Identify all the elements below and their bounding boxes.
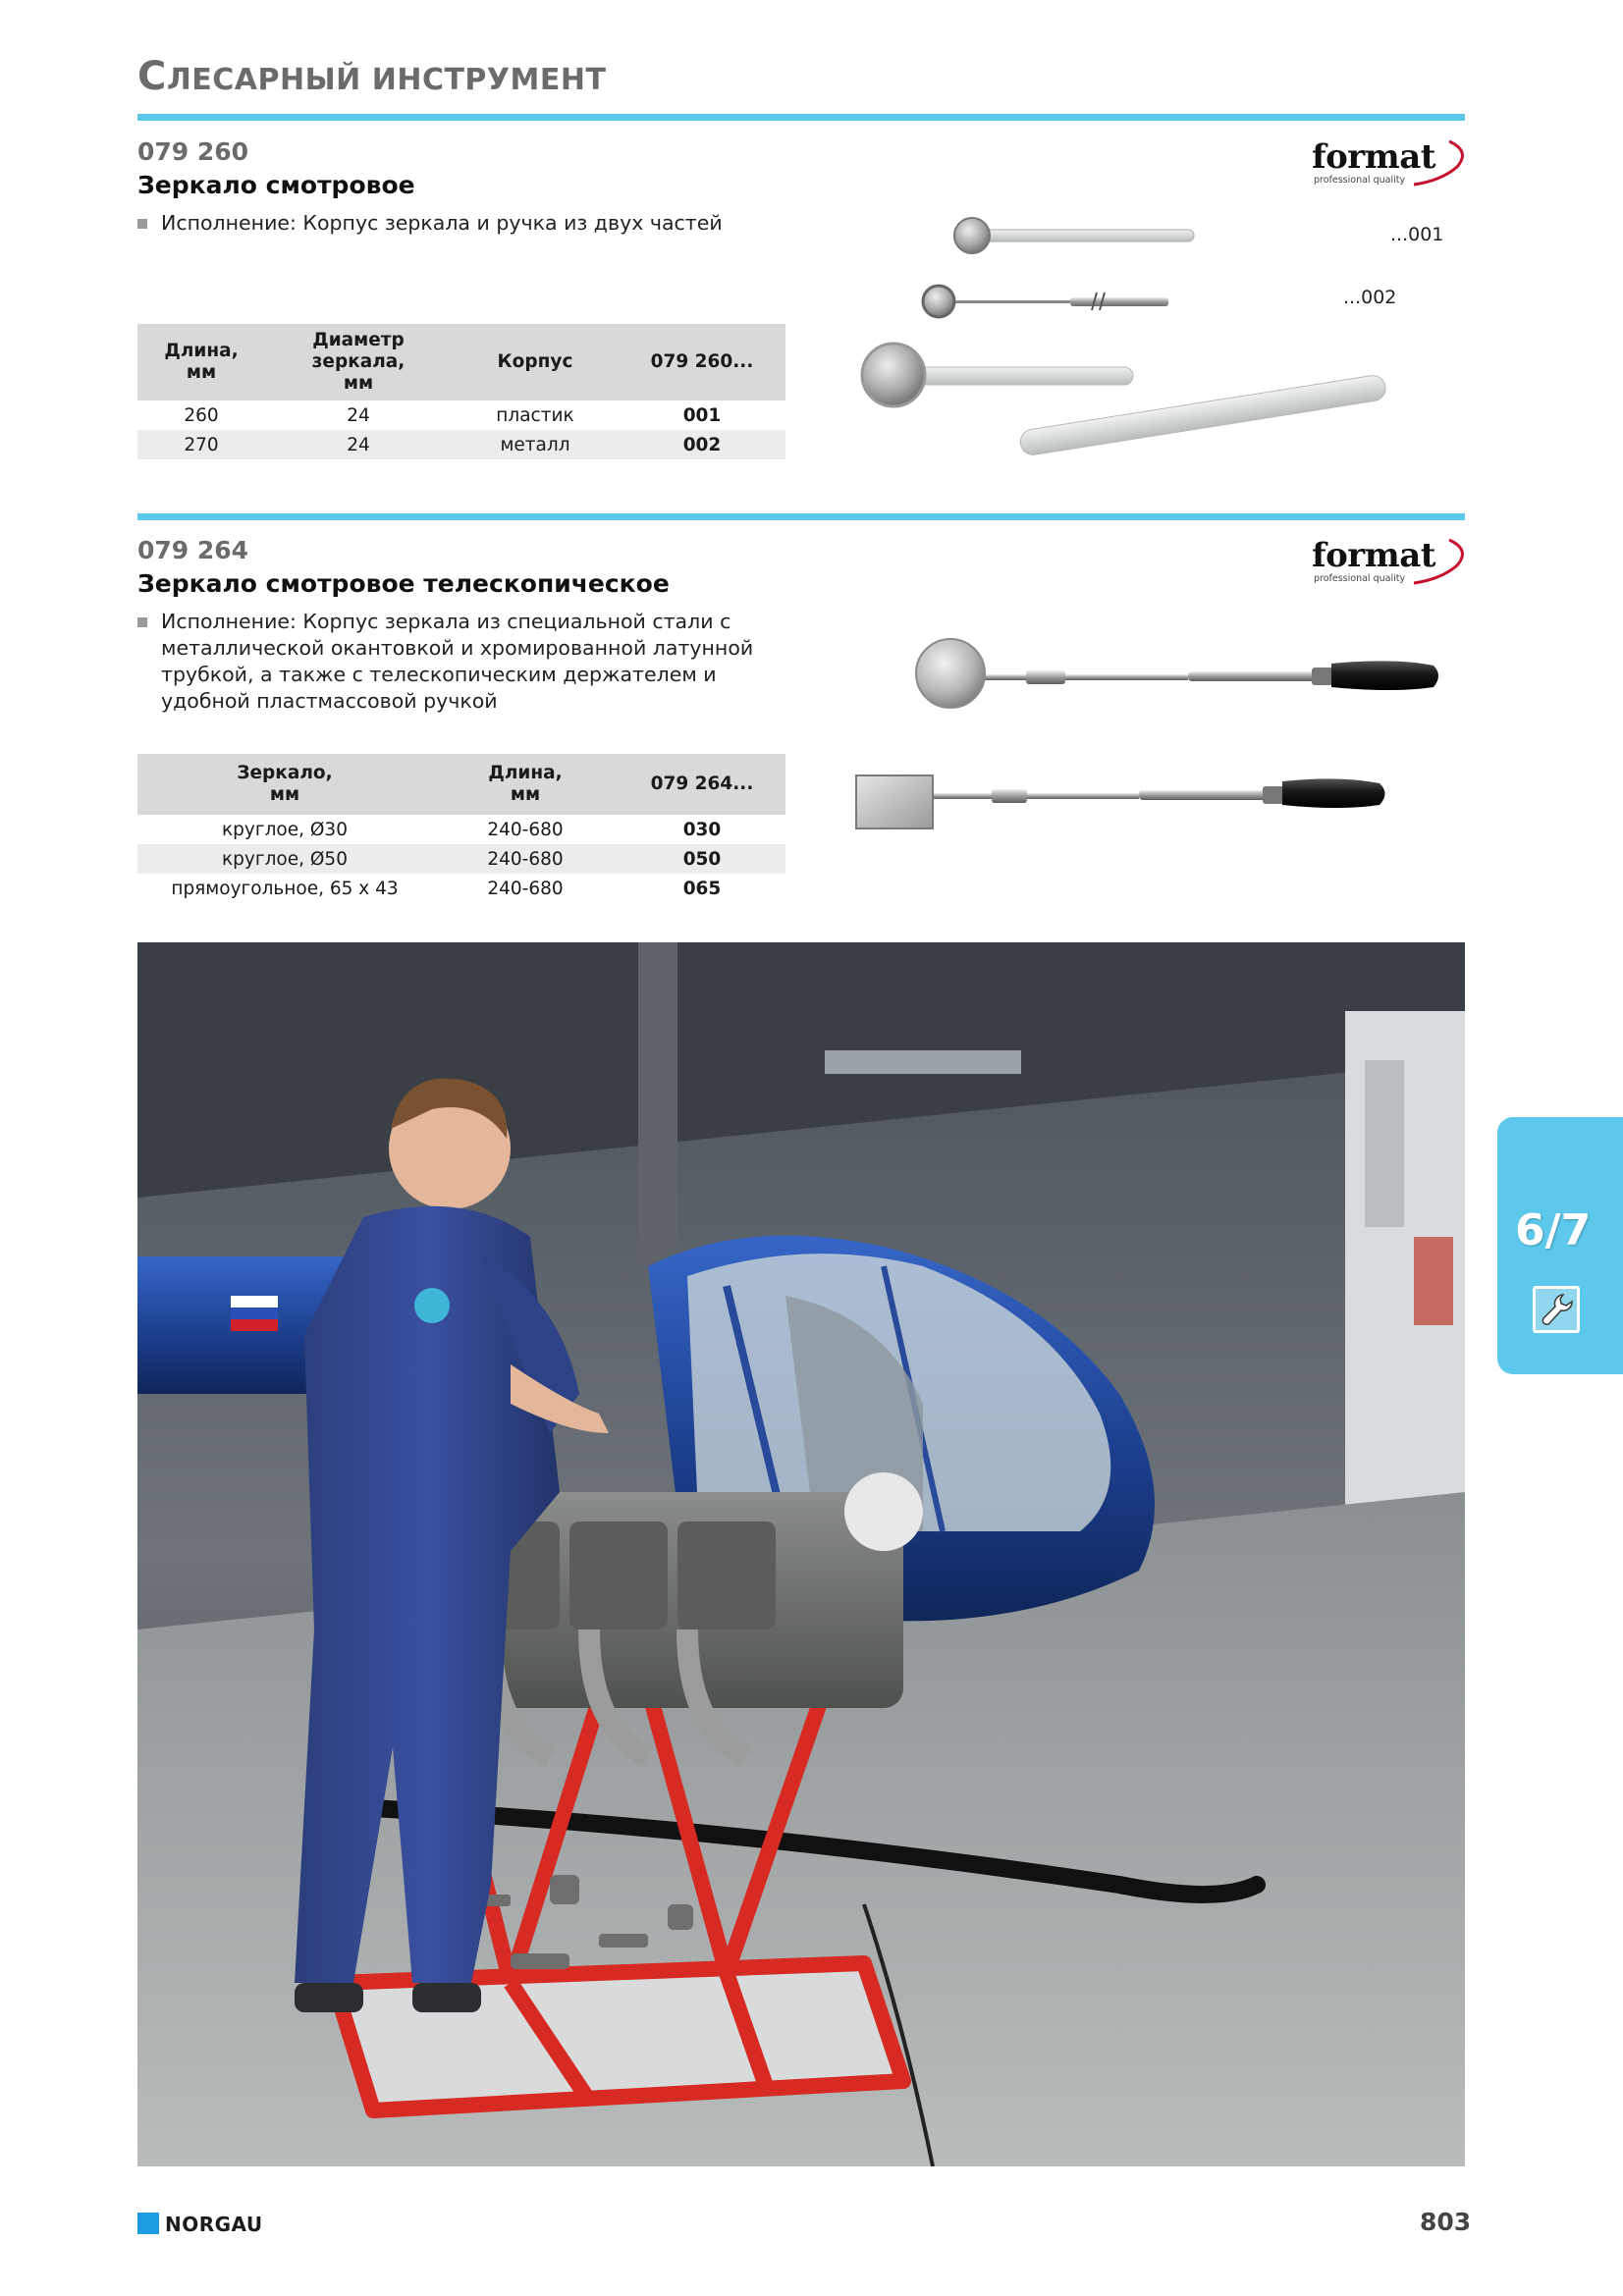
article-number: 050 <box>619 844 785 874</box>
table-cell: металл <box>452 430 619 459</box>
hangar-photo <box>137 942 1465 2166</box>
table-cell: круглое, Ø50 <box>137 844 432 874</box>
product1-description: Исполнение: Корпус зеркала и ручка из двух частей <box>137 210 746 237</box>
table-cell: 270 <box>137 430 265 459</box>
column-header: 079 264... <box>619 754 785 815</box>
table-cell: прямоугольное, 65 x 43 <box>171 878 399 899</box>
article-number: 001 <box>682 404 722 426</box>
table-cell: 240-680 <box>487 819 564 840</box>
column-header: Зеркало, мм <box>137 754 432 815</box>
table-cell: пластик <box>496 404 574 426</box>
table-header-row <box>137 754 785 815</box>
product1-name: Зеркало смотровое <box>137 171 415 199</box>
table-cell: 24 <box>265 430 452 459</box>
page-number: 803 <box>1420 2208 1472 2236</box>
header-divider <box>137 114 1465 121</box>
brand-square-icon <box>137 2213 159 2234</box>
format-logo: format professional quality <box>1312 536 1469 589</box>
table-cell: круглое, Ø30 <box>222 819 348 840</box>
article-number: 002 <box>619 430 785 459</box>
article-number: 065 <box>682 878 722 899</box>
column-header: Длина, мм <box>137 324 265 400</box>
table-cell: 24 <box>347 404 370 426</box>
mirror-002-image <box>923 286 1168 317</box>
inspection-mirror-images <box>844 206 1434 481</box>
format-logo: format professional quality <box>1312 137 1469 190</box>
section-divider <box>137 513 1465 520</box>
section-tab-label: 6/7 <box>1515 1205 1592 1255</box>
section-tab[interactable] <box>1497 1117 1623 1374</box>
table-header-row <box>137 324 785 400</box>
product2-table <box>137 754 785 903</box>
table-cell: 240-680 <box>432 844 619 874</box>
table-cell: 260 <box>184 404 219 426</box>
bullet-icon <box>137 219 147 229</box>
variant-label-001: ...001 <box>1390 224 1444 245</box>
product2-name: Зеркало смотровое телескопическое <box>137 569 670 598</box>
column-header: Диаметр зеркала, мм <box>265 324 452 400</box>
wrench-icon <box>1533 1286 1580 1333</box>
table-row <box>137 400 785 430</box>
column-header: Корпус <box>452 324 619 400</box>
product1-table <box>137 324 785 459</box>
table-row <box>137 815 785 844</box>
table-cell: 240-680 <box>487 878 564 899</box>
product2-code: 079 264 <box>137 536 249 564</box>
brand-logo: NORGAU <box>165 2213 263 2236</box>
technician-helicopter-illustration <box>137 942 1465 2166</box>
table-row <box>137 430 785 459</box>
article-number: 030 <box>682 819 722 840</box>
round-telescopic-mirror-image <box>916 639 1438 708</box>
mirror-001-image <box>954 218 1194 253</box>
column-header: 079 260... <box>619 324 785 400</box>
mirror-large-image <box>862 344 1387 456</box>
rectangular-telescopic-mirror-image <box>856 775 1385 828</box>
variant-label-002: ...002 <box>1343 287 1397 308</box>
table-row <box>137 844 785 874</box>
column-header: Длина, мм <box>432 754 619 815</box>
product2-description: Исполнение: Корпус зеркала из специальной стали с металлической окантовкой и хромированной латунной трубкой, а также с телескопическим держателем и удобной пластмассовой ручкой <box>137 609 766 715</box>
page-title: СЛЕСАРНЫЙ ИНСТРУМЕНТ <box>137 54 607 99</box>
product1-code: 079 260 <box>137 137 249 166</box>
table-row <box>137 874 785 903</box>
telescopic-mirror-images <box>844 628 1453 854</box>
bullet-icon <box>137 617 147 627</box>
